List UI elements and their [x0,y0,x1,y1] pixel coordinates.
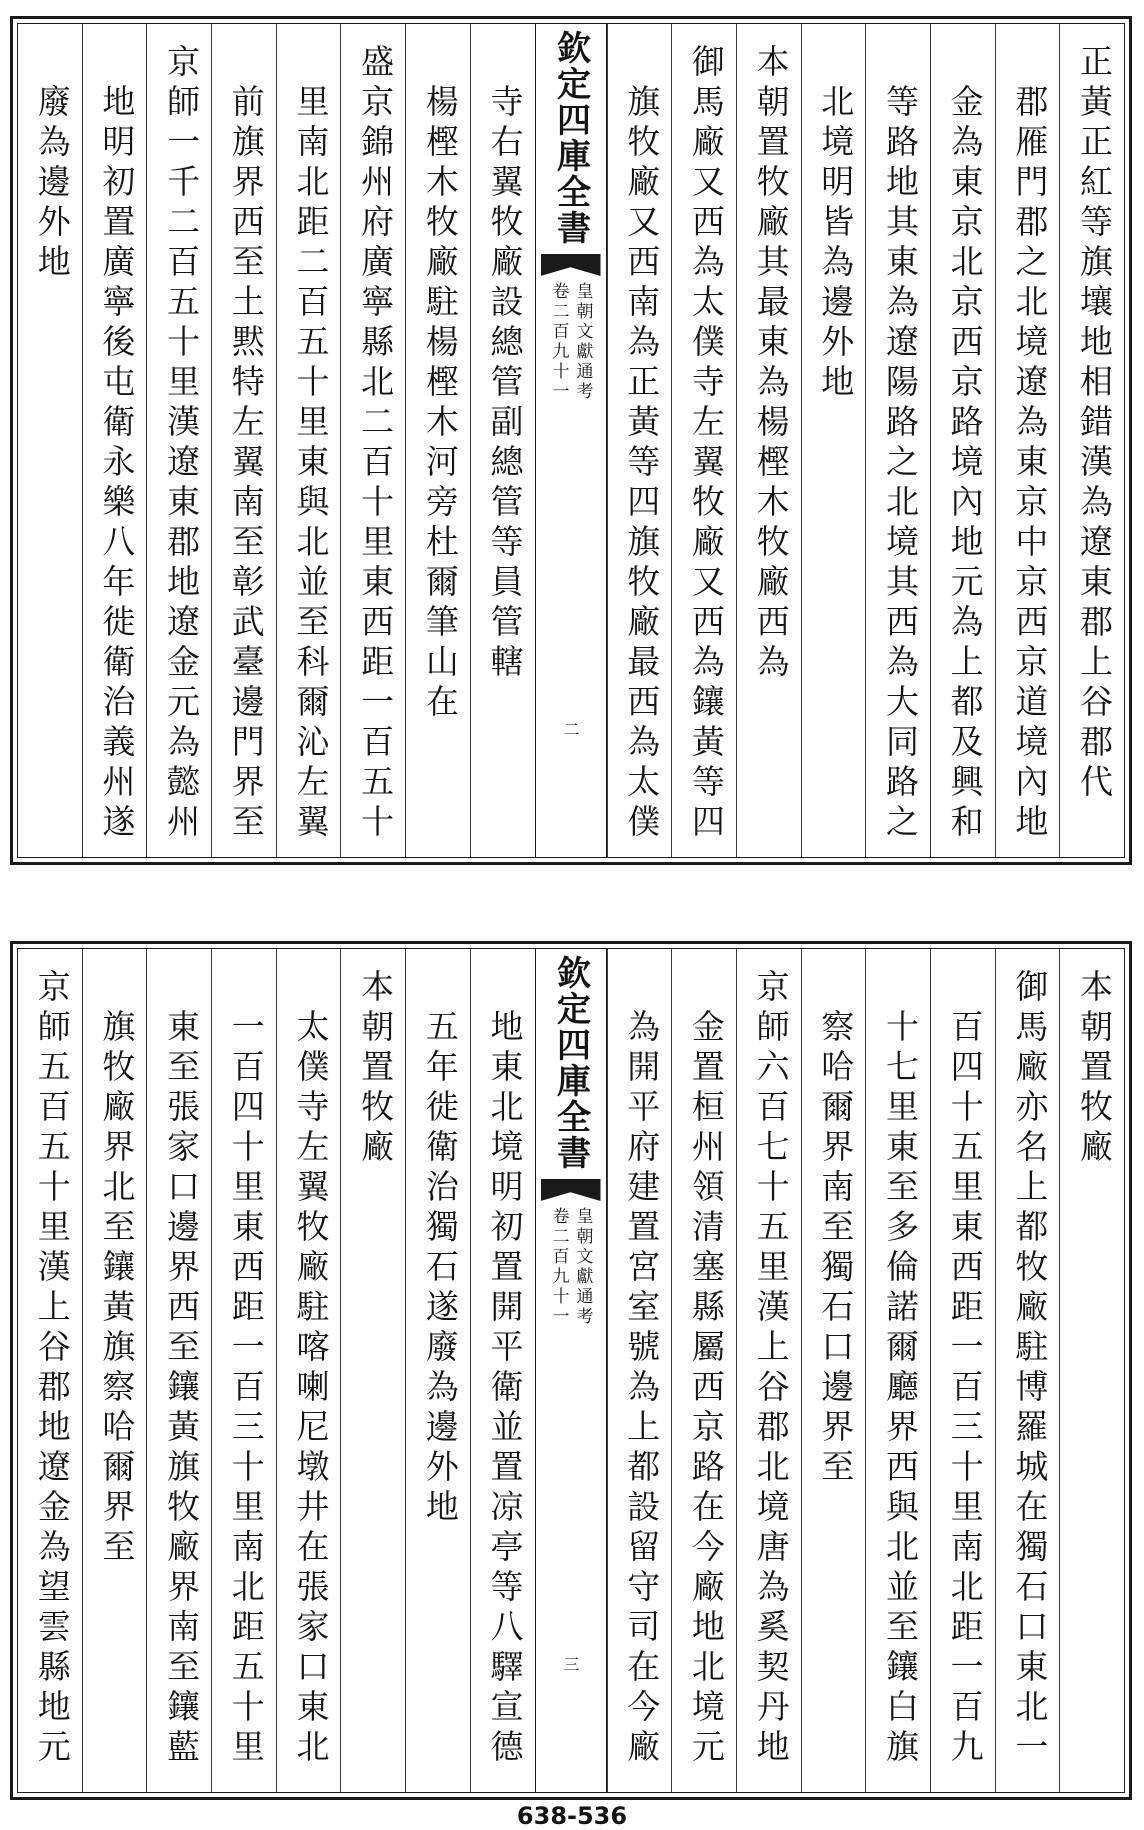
text-columns [18,949,1124,1792]
text-column: 正黃正紅等旗壤地相錯漢為遼東郡上谷郡代 [1059,24,1124,857]
text-column: 地明初置廣寧後屯衛永樂八年徙衛治義州遂 [82,24,147,857]
text-column: 金置桓州領清塞縣屬西京路在今廠地北境元 [671,949,736,1792]
text-column: 郡雁門郡之北境遼為東京中京西京道境內地 [995,24,1060,857]
volume-number: 卷二百九十一 [548,1207,569,1327]
text-column: 百四十五里東西距一百三十里南北距一百九 [930,949,995,1792]
text-column: 廢為邊外地 [32,84,72,284]
text-column: 北境明皆為邊外地 [801,24,866,857]
text-column: 京師六百七十五里漢上谷郡北境唐為奚契丹地 [736,949,801,1792]
text-column: 前旗界西至土黙特左翼南至彰武臺邊門界至 [211,24,276,857]
text-column: 等路地其東為遼陽路之北境其西為大同路之 [865,24,930,857]
book-title: 欽定四庫全書 [550,30,591,246]
text-column: 五年徙衛治獨石遂廢為邊外地 [405,949,470,1792]
fold-center-column [535,949,607,1792]
volume-number: 卷二百九十一 [548,282,569,402]
fold-center-column [535,24,607,857]
text-column: 御馬廠亦名上都牧廠駐博羅城在獨石口東北一 [995,949,1060,1792]
text-column: 京師五百五十里漢上谷郡地遼金為望雲縣地元 [32,969,72,1769]
text-column: 旗牧廠又西南為正黃等四旗牧廠最西為太僕 [607,24,672,857]
text-column: 御馬廠又西為太僕寺左翼牧廠又西為鑲黃等四 [671,24,736,857]
text-column: 本朝置牧廠 [1059,949,1124,1792]
bottom-page [0,925,1144,1800]
text-columns [18,24,1124,857]
work-title: 皇朝文獻通考 [572,282,593,402]
text-column: 察哈爾界南至獨石口邊界至 [801,949,866,1792]
text-column: 本朝置牧廠 [340,949,405,1792]
text-column: 寺右翼牧廠設總管副總管等員管轄 [470,24,535,857]
leaf-number: 三 [561,1656,580,1672]
text-column: 太僕寺左翼牧廠駐喀喇尼墩井在張家口東北 [276,949,341,1792]
leaf-number: 二 [561,721,580,737]
fishtail-mark-icon [541,1179,601,1201]
text-column: 本朝置牧廠其最東為楊樫木牧廠西為 [736,24,801,857]
text-column: 為開平府建置宮室號為上都設留守司在今廠 [607,949,672,1792]
text-column: 十七里東至多倫諾爾廳界西與北並至鑲白旗 [865,949,930,1792]
top-page [0,0,1144,865]
footer-page-ref: 638-536 [516,1802,628,1830]
book-title: 欽定四庫全書 [550,955,591,1171]
text-column: 地東北境明初置開平衛並置凉亭等八驛宣德 [470,949,535,1792]
text-column: 楊樫木牧廠駐楊樫木河旁杜爾筆山在 [405,24,470,857]
work-title: 皇朝文獻通考 [572,1207,593,1327]
fishtail-mark-icon [541,254,601,276]
text-column: 旗牧廠界北至鑲黃旗察哈爾界至 [82,949,147,1792]
text-column: 京師一千二百五十里漢遼東郡地遼金元為懿州 [146,24,211,857]
text-column: 金為東京北京西京路境內地元為上都及興和 [930,24,995,857]
text-column: 一百四十里東西距一百三十里南北距五十里 [211,949,276,1792]
text-column: 盛京錦州府廣寧縣北二百十里東西距一百五十 [340,24,405,857]
text-column: 里南北距二百五十里東與北並至科爾沁左翼 [276,24,341,857]
text-column: 東至張家口邊界西至鑲黃旗牧廠界南至鑲藍 [146,949,211,1792]
